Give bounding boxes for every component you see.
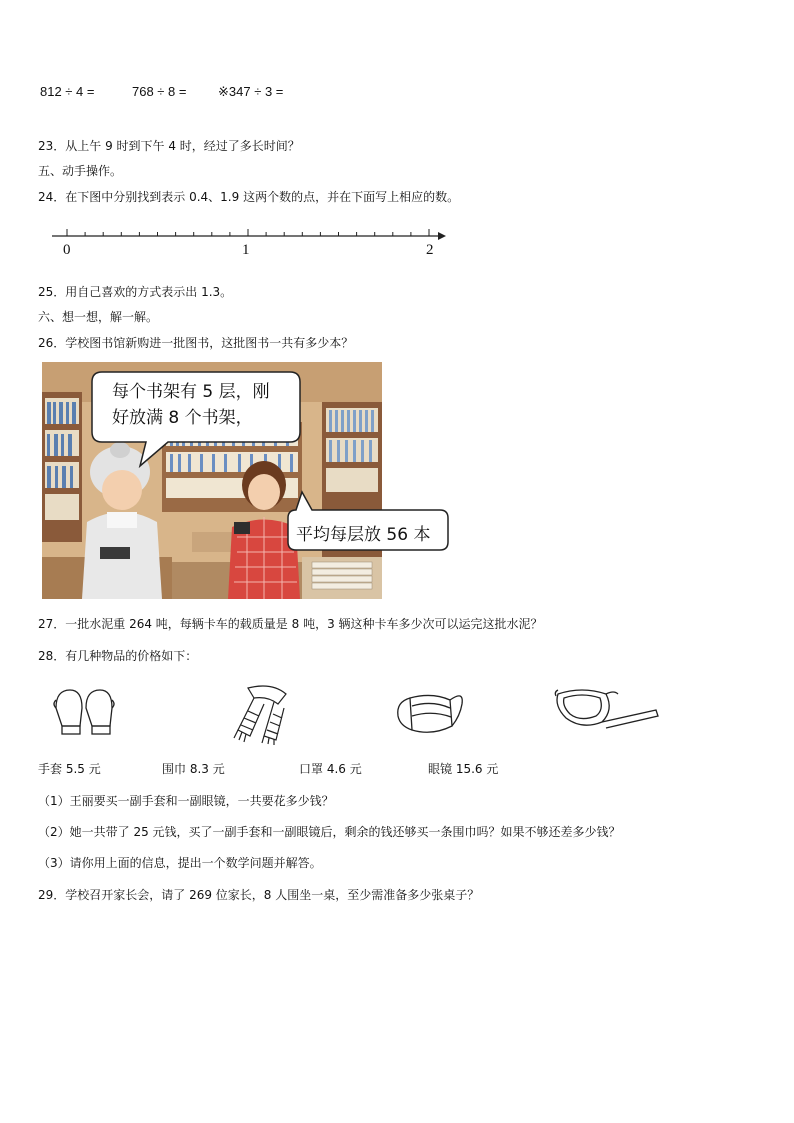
mittens-icon bbox=[50, 684, 118, 740]
calc-1: 812 ÷ 4 = bbox=[40, 84, 95, 99]
calc-3: ※347 ÷ 3 = bbox=[218, 84, 284, 99]
question-25: 25．用自己喜欢的方式表示出 1.3。 bbox=[38, 285, 233, 299]
price-mittens: 手套 5.5 元 bbox=[38, 762, 101, 776]
question-24: 24．在下图中分别找到表示 0.4、1.9 这两个数的点，并在下面写上相应的数。 bbox=[38, 190, 460, 204]
question-26: 26．学校图书馆新购进一批图书，这批图书一共有多少本？ bbox=[38, 336, 354, 350]
question-27: 27．一批水泥重 264 吨，每辆卡车的载质量是 8 吨，3 辆这种卡车多少次可以运完这批水泥？ bbox=[38, 617, 543, 631]
price-scarf: 围巾 8.3 元 bbox=[162, 762, 225, 776]
bubble-1-line-2: 好放满 8 个书架， bbox=[112, 408, 253, 428]
question-28-3: （3）请你用上面的信息，提出一个数学问题并解答。 bbox=[38, 856, 322, 870]
question-28-1: （1）王丽要买一副手套和一副眼镜，一共要花多少钱？ bbox=[38, 794, 334, 808]
question-23: 23．从上午 9 时到下午 4 时，经过了多长时间？ bbox=[38, 139, 300, 153]
scarf-icon bbox=[228, 680, 294, 746]
number-line bbox=[48, 226, 448, 240]
number-line-label-2: 2 bbox=[426, 242, 434, 258]
calc-2: 768 ÷ 8 = bbox=[132, 84, 187, 99]
bubble-2-text: 平均每层放 56 本 bbox=[296, 525, 431, 545]
price-face-mask: 口罩 4.6 元 bbox=[299, 762, 362, 776]
library-illustration bbox=[42, 362, 431, 599]
question-28: 28．有几种物品的价格如下： bbox=[38, 649, 198, 663]
bubble-1-line-1: 每个书架有 5 层，刚 bbox=[112, 382, 270, 402]
sunglasses-icon bbox=[552, 684, 662, 740]
number-line-label-0: 0 bbox=[63, 242, 71, 258]
number-line-label-1: 1 bbox=[242, 242, 250, 258]
question-29: 29．学校召开家长会，请了 269 位家长，8 人围坐一桌，至少需准备多少张桌子？ bbox=[38, 888, 480, 902]
section-6-heading: 六、想一想，解一解。 bbox=[38, 310, 159, 324]
face-mask-icon bbox=[392, 686, 468, 744]
price-sunglasses: 眼镜 15.6 元 bbox=[428, 762, 499, 776]
section-5-heading: 五、动手操作。 bbox=[38, 164, 123, 178]
question-28-2: （2）她一共带了 25 元钱，买了一副手套和一副眼镜后，剩余的钱还够买一条围巾吗？如果不够还差多少钱？ bbox=[38, 825, 621, 839]
